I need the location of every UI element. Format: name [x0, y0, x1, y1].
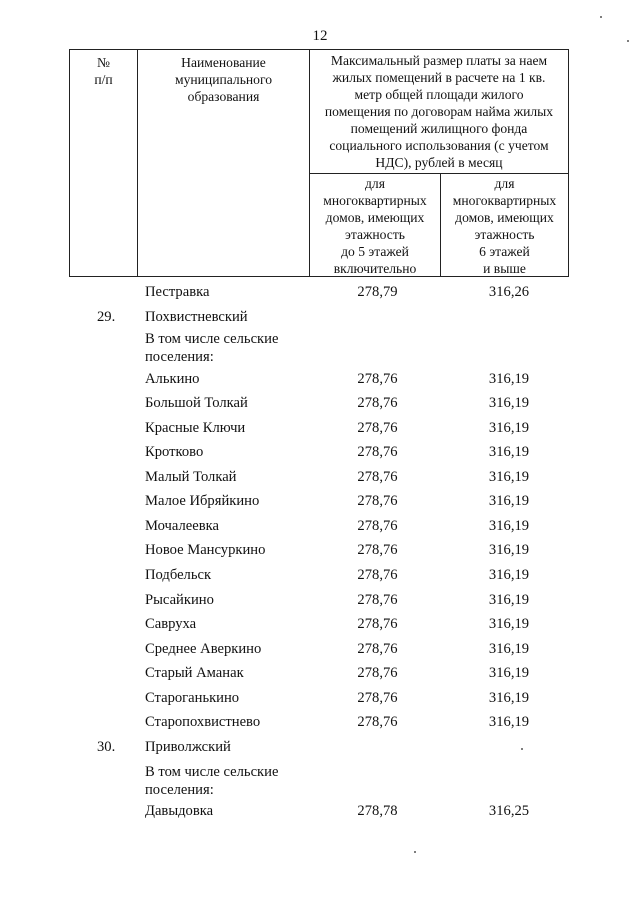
row-value-6plus: 316,19 — [488, 616, 530, 632]
row-municipality: Приволжский — [145, 739, 231, 755]
row-municipality: Рысайкино — [145, 592, 214, 608]
row-municipality: Красные Ключи — [145, 420, 246, 436]
row-value-upto5: 278,76 — [357, 518, 398, 534]
row-value-upto5: 278,76 — [357, 592, 398, 608]
row-value-6plus: 316,19 — [488, 493, 530, 509]
row-value-upto5: 278,76 — [357, 420, 398, 436]
row-municipality: Подбельск — [145, 567, 212, 583]
row-value-6plus: 316,19 — [488, 469, 530, 485]
row-number: 30. — [97, 739, 116, 755]
row-municipality: Новое Мансуркино — [145, 542, 266, 558]
row-municipality: Староганькино — [145, 690, 240, 706]
row-value-upto5: 278,76 — [357, 641, 398, 657]
row-municipality: Похвистневский — [145, 309, 248, 325]
row-value-upto5: 278,76 — [357, 371, 398, 387]
header-name-label: Наименование муниципального образования — [174, 55, 272, 104]
row-value-6plus: 316,19 — [488, 690, 530, 706]
row-value-6plus: 316,19 — [488, 444, 530, 460]
row-value-6plus: 316,19 — [488, 518, 530, 534]
scan-speck — [600, 16, 602, 18]
row-value-upto5: 278,76 — [357, 395, 398, 411]
row-municipality: Большой Толкай — [145, 395, 248, 411]
row-value-upto5: 278,79 — [357, 284, 398, 300]
header-6plus-label: для многоквартирных домов, имеющих этажность 6 этажей и выше — [452, 176, 557, 276]
row-municipality: Старый Аманак — [145, 665, 244, 681]
row-value-upto5: 278,76 — [357, 542, 398, 558]
scan-speck — [521, 748, 523, 750]
page-number: 12 — [312, 28, 328, 44]
row-value-6plus: 316,19 — [488, 420, 530, 436]
row-municipality: Пестравка — [145, 284, 210, 300]
header-max-fee-label: Максимальный размер платы за наем жилых помещений в расчете на 1 кв. метр общей площади жилого помещения по договорам найма жилых помещений жилищного фонда социального использования (с учетом НДС), рублей в месяц — [324, 53, 554, 170]
row-value-upto5: 278,76 — [357, 616, 398, 632]
row-value-upto5: 278,76 — [357, 567, 398, 583]
scan-speck — [627, 40, 629, 42]
row-value-upto5: 278,76 — [357, 690, 398, 706]
row-municipality: Малое Ибряйкино — [145, 493, 260, 509]
row-municipality: Мочалеевка — [145, 518, 219, 534]
row-value-upto5: 278,76 — [357, 714, 398, 730]
row-value-6plus: 316,19 — [488, 371, 530, 387]
row-number: 29. — [97, 309, 116, 325]
row-municipality: Алькино — [145, 371, 200, 387]
row-value-upto5: 278,76 — [357, 469, 398, 485]
row-value-6plus: 316,19 — [488, 567, 530, 583]
row-value-upto5: 278,76 — [357, 493, 398, 509]
row-value-6plus: 316,26 — [488, 284, 530, 300]
row-municipality: Среднее Аверкино — [145, 641, 262, 657]
header-number-label: № п/п — [94, 55, 113, 87]
row-value-6plus: 316,19 — [488, 665, 530, 681]
row-municipality: Старопохвистнево — [145, 714, 261, 730]
row-municipality: Давыдовка — [145, 803, 214, 819]
row-value-6plus: 316,19 — [488, 592, 530, 608]
row-municipality: В том числе сельские поселения: — [145, 331, 279, 365]
row-municipality: Савруха — [145, 616, 197, 632]
row-value-6plus: 316,25 — [488, 803, 530, 819]
header-upto5-label: для многоквартирных домов, имеющих этажность до 5 этажей включительно — [323, 176, 427, 276]
row-value-6plus: 316,19 — [488, 641, 530, 657]
row-value-upto5: 278,76 — [357, 444, 398, 460]
scan-speck — [414, 851, 416, 853]
row-value-6plus: 316,19 — [488, 542, 530, 558]
row-municipality: Кротково — [145, 444, 204, 460]
row-value-upto5: 278,76 — [357, 665, 398, 681]
row-municipality: В том числе сельские поселения: — [145, 764, 279, 798]
row-value-6plus: 316,19 — [488, 395, 530, 411]
row-value-6plus: 316,19 — [488, 714, 530, 730]
row-value-upto5: 278,78 — [357, 803, 398, 819]
row-municipality: Малый Толкай — [145, 469, 237, 485]
